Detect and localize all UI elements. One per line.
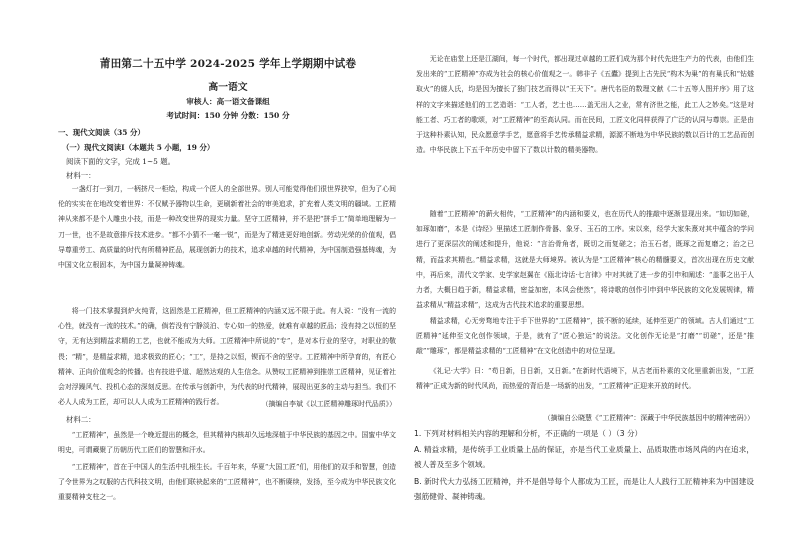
section-heading: 一、现代文阅读（35 分）: [58, 128, 145, 137]
material-two-paragraph-4: 随着“工匠精神”的薪火相传，“工匠精神”的内涵和要义，也在历代人的推敲中逐渐显现出来。“如切如磋，如琢如磨”，本是《诗经》里描述工匠制作骨器、象牙、玉石的工序。宋以来，经学大家朱熹对其中蕴含的学问进行了更深层次的阐述和提升，他说：“言治骨角者，既切之而复磋之；治玉石者，既琢之而复磨之；治之已精，而益求其精也。”精益求精，这就是大师境界。被认为是“工匠精神”核心的精髓要义，首次出现在历史文献中，再后来，清代文学家、史学家赵翼在《瓯北诗话·七言律》中对其就了进一步的引申和阐述：“盖事之出于人力者，大概日趋于新，精益求精，密益加密，本风会使然”，将诗歌的创作引申到中华民族的文化发展规律，精益求精从“精益求精”，这成为古代技术追求的重要思想。: [416, 210, 754, 310]
reading-instruction: 阅读下面的文字，完成 1~5 题。: [66, 157, 175, 166]
material-one-label: 材料一：: [66, 171, 96, 180]
material-one-paragraph-1: 一盏灯打一到刀，一柄挤尺一柜绘，构成一个匠人的全部世界。别人可能觉得他们很世界狭窄，但为了心间伦的实实在在地改变着世界：不仅赋予器物以生命，更刷新着社会的审美追求，扩充着人类文明的疆域。工匠精神从来都不是个人雕虫小技，而是一种改变世界的现实力量。坚守工匠精神，并不是把“拼手工”简单地理解为一刀一世，也不是故意排斥技术进步。“都不小猜不一毫一锐”，而是为了精进更好地创新。劳动光荣的价值观，倡导尊重劳工、高质量的时代有所精神匠品，展现创新力的技术，追求卓越的时代精神，为中国制造强基铸魂，为中国文化立根固本，为中国力量凝神铸魂。: [58, 185, 396, 270]
question-1-stem: 1. 下列对材料相关内容的理解和分析，不正确的一项是（ ）（3 分）: [414, 429, 643, 438]
material-two-paragraph-3: 无论在庙堂上还是江湖间，每一个时代，都出现过卓越的工匠们成为那个时代先进生产力的代表，由他们生发出来的“工匠精神”亦成为社会的核心价值观之一。韩非子《五蠹》提到上古先民“构木为巢”的有巢氏和“钻燧取火”的燧人氏，均是因为擅长了独门技艺而得以“王天下”。唐代名臣的数理文献《二十五等人图并序》用了这样的文字来描述他们的工艺造诣：“工人者，艺士也……盖无出人之业，常有济世之能，此工人之妙矣。”这是对能工者、巧工者的歌颂，对“工匠精神”的至高认同。而在民间，工匠文化同样获得了广泛的认同与尊崇。正是由于这种朴素认知，民众愿意学手艺，愿意将手艺传承精益求精，源源不断地为中华民族的数以百计的工艺品而创造。中华民族上下五千年历史中留下了数以计数的精美器物。: [416, 55, 754, 155]
material-two-paragraph-2: “工匠精神”，首在于中国人的生活中扎根生长。千百年来，华夏“大国工匠”们，用他们的双手和智慧，创造了令世界为之叹服的古代科技文明，由他们联袂起来的“工匠精神”，也不断赓续，发扬，至今成为中华民族文化重要精神支柱之一。: [58, 463, 396, 502]
material-two-paragraph-6: 《礼记·大学》曰：“苟日新，日日新，又日新。”在新时代语境下，从古老而朴素的文化里重新出发，“工匠精神”正成为新的时代风尚，而热爱的背后是一场新的出发，“工匠精神”正迎来开放的时代。: [416, 367, 754, 391]
material-two-paragraph-1: “工匠精神”，虽然是一个晚近提出的概念，但其精神内核却久远地深植于中华民族的基因之中。国蜜中华文明史，可谓藏聚了历朝历代工匠们的智慧和汗水。: [58, 431, 396, 455]
material-one-source: （摘编自李斌《以工匠精神雕琢时代品质》）: [261, 400, 396, 408]
exam-subject: 高一语文: [208, 82, 248, 93]
question-1-option-a: A. 精益求精，是传统手工业质量上品的保证，亦是当代工业质量上、品质取胜市场风尚的内在追求，被人普及至多个领域。: [414, 445, 754, 470]
question-1-option-b: B. 新时代大力弘扬工匠精神，并不是倡导每个人都成为工匠，而是让人人践行工匠精神来为中国建设强筋健骨、凝神铸魂。: [414, 477, 754, 502]
material-two-label: 材料二：: [66, 415, 96, 424]
subsection-heading: （一）现代文阅读Ⅰ（本题共 5 小题，19 分）: [62, 143, 215, 152]
material-two-source: （摘编自公晓慧《“工匠精神”：深藏于中华民族基因中的精神密码》）: [543, 414, 754, 422]
material-one-paragraph-2: 将一门技术掌握到炉火纯青，这固然是工匠精神，但工匠精神的内涵又远不限于此。有人说：“没有一流的心性，就没有一流的技术。”的确，倘若没有宁静淡泊、专心如一的热爱，就难有卓越的匠品；没有持之以恒的坚守，无有达到精益求精的工艺，也就不能成为大师。工匠精神中所说的“专”，是对本行业的坚守，对职业的敬畏；“精”，是精益求精，追求极致的匠心；“工”，是持之以恒，锲而不舍的坚守。工匠精神中所孕育的，有匠心精神、正向价值观念的传播。也有技进乎道、超然达观的人生信念。从赞叹工匠精神到推崇工匠精神，见证着社会对浮躁风气、投机心态的深刻反思。在传承与创新中，为代表的时代精神，展现出更多的主动与担当。我们不必人人成为工匠，却可以人人成为工匠精神的践行者。: [58, 307, 396, 407]
material-two-paragraph-5: 精益求精，心无旁骛地专注于手下世界的“工匠精神”，拔不断的延续，延伸至更广的领域。古人们通过“工匠精神”延伸至文化创作领域，于是，就有了“匠心独运”的说法。文化创作无论是“打磨”“切磋”，还是“推敲”“雕琢”，都是精益求精的“工匠精神”在文化创造中的对位呈现。: [416, 317, 754, 356]
exam-reviewer: 审核人：高一语文备课组: [186, 97, 270, 106]
exam-title: 莆田第二十五中学 2024-2025 学年上学期期中试卷: [99, 58, 357, 70]
exam-time-score: 考试时间：150 分钟 分数：150 分: [166, 111, 290, 120]
